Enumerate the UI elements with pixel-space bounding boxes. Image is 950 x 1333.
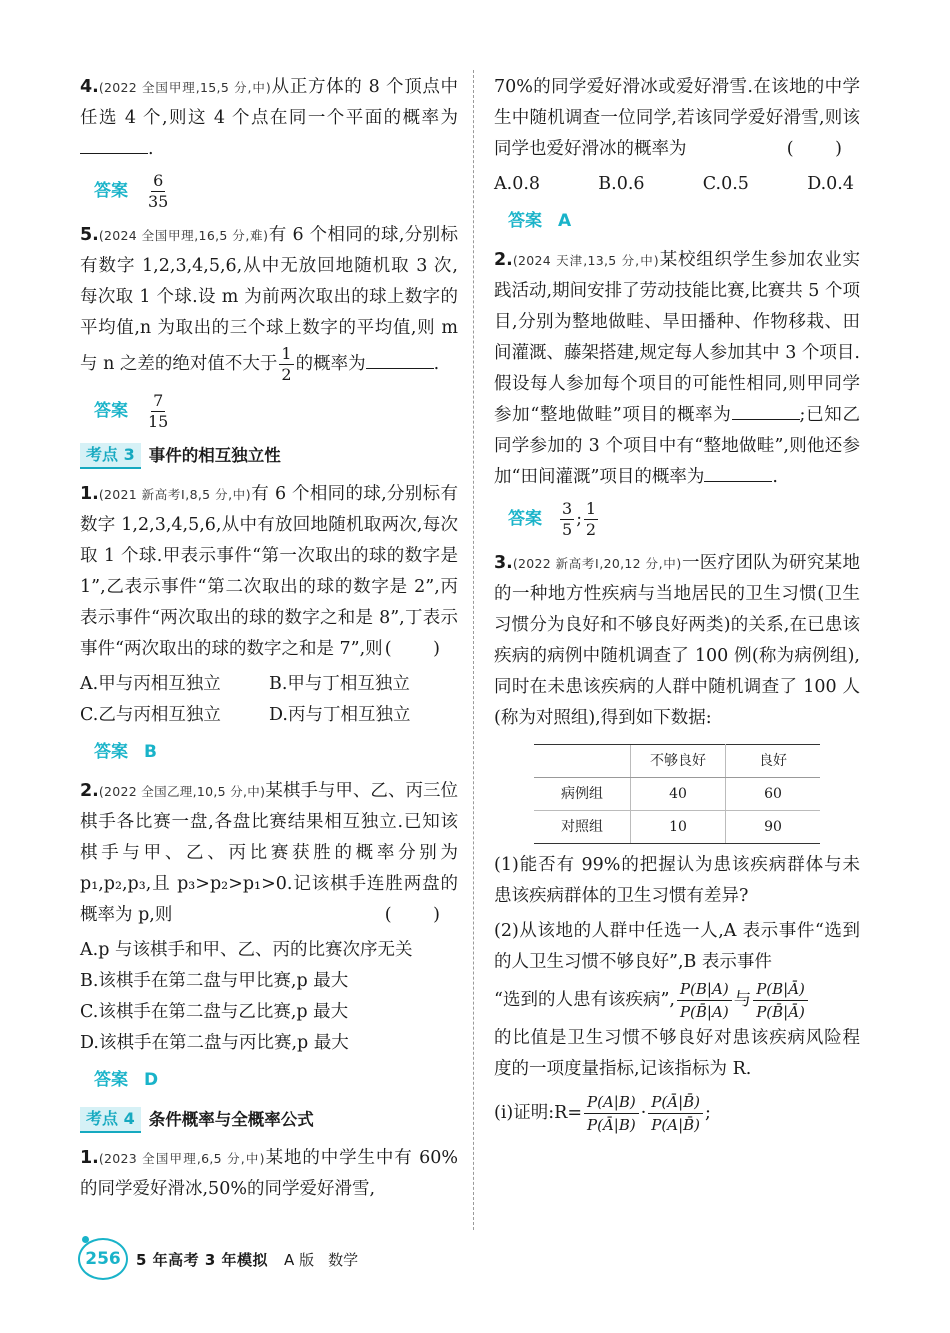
section4-problem-3 [494, 548, 860, 734]
table-cell: 10 [631, 811, 726, 844]
question-2-text-2: “选到的人患有该疾病”, [494, 990, 675, 1010]
section-4-header [80, 1104, 458, 1135]
table-header-row [534, 745, 820, 778]
problem-number: 1. [80, 484, 99, 504]
answer-fraction-1 [560, 499, 574, 540]
answer-separator: ; [576, 509, 582, 529]
options-row [494, 169, 860, 200]
half-fraction [279, 344, 293, 385]
ratio-fraction-1 [677, 978, 732, 1023]
answer-blank [80, 135, 148, 154]
options-row-2 [80, 700, 458, 731]
option-c: C.0.5 [702, 174, 749, 194]
table-cell: 对照组 [534, 811, 631, 844]
table-row [534, 778, 820, 811]
option-a: A.p 与该棋手和甲、乙、丙的比赛次序无关 [80, 940, 413, 960]
problem-text: 某地的中学生中有 60%的同学爱好滑冰,50%的同学爱好滑雪, [80, 1148, 458, 1199]
numerator: 3 [562, 499, 573, 518]
problem-text: 有 6 个相同的球,分别标有数字 1,2,3,4,5,6,从中无放回地随机取 3 次,每次取 1 个球.设 m 为前两次取出的球上数字的平均值,n 为取出的三个球上数字的平均值,则 m 与 n 之差的绝对值不大于 [80, 225, 458, 374]
denominator: 5 [562, 520, 573, 539]
answer-fraction [146, 391, 170, 432]
problem-text: 有 6 个相同的球,分别标有数字 1,2,3,4,5,6,从中有放回地随机取两次,每次取 1 个球.甲表示事件“第一次取出的球的数字是 1”,乙表示事件“第二次取出的球的数字是 2”,丙表示事件“两次取出的球的数字之和是 8”,丁表示事件“两次取出的球的数字之和是 7”,则 [80, 484, 458, 659]
answer-blank [366, 350, 434, 369]
proof-end: ; [705, 1103, 711, 1123]
problem-number: 2. [80, 781, 99, 801]
problem-text: 某棋手与甲、乙、丙三位棋手各比赛一盘,各盘比赛结果相互独立.已知该棋手与甲、乙、丙比赛获胜的概率分别为 p₁,p₂,p₃,且 p₃>p₂>p₁>0.记该棋手连胜两盘的概率为 p,则 [80, 781, 459, 925]
denominator: 15 [148, 412, 169, 431]
table-header: 不够良好 [631, 745, 726, 778]
option-d: D.该棋手在第二盘与丙比赛,p 最大 [80, 1033, 349, 1053]
numerator: 1 [585, 499, 597, 518]
question-2-text-3: 的比值是卫生习惯不够良好对患该疾病风险程度的一项度量指标,记该指标为 R. [494, 1028, 860, 1079]
numerator: P(B|A) [677, 978, 732, 1001]
problem-text-end: . [148, 139, 154, 159]
question-2-i [494, 1091, 860, 1136]
option-a: A.0.8 [494, 174, 541, 194]
table-header: 良好 [726, 745, 821, 778]
numerator: P(Ā|B̄) [648, 1091, 703, 1114]
page-footer [78, 1238, 358, 1280]
page-number-badge [78, 1238, 128, 1280]
problem-number: 5. [80, 225, 99, 245]
section4-problem-2 [494, 245, 860, 493]
table-cell: 病例组 [534, 778, 631, 811]
problem-source: (2022 全国乙理,10,5 分,中) [98, 784, 266, 799]
problem-text: 某校组织学生参加农业实践活动,期间安排了劳动技能比赛,比赛共 5 个项目,分别为整地做畦、旱田播种、作物移栽、田间灌溉、藤架搭建,规定每人参加其中 3 个项目.假设每人参加每个项目的可能性相同,则甲同学参加“整地做畦”项目的概率为 [494, 250, 860, 425]
choice-paren: ( ) [384, 905, 458, 925]
problem-text: 70%的同学爱好滑冰或爱好滑雪.在该地的中学生中随机调查一位同学,若该同学爱好滑雪,则该同学也爱好滑冰的概率为 [494, 77, 860, 159]
problem-5 [80, 220, 458, 385]
problem-text: 一医疗团队为研究某地的一种地方性疾病与当地居民的卫生习惯(卫生习惯分为良好和不够良好两类)的关系,在已患该疾病的病例中随机调查了 100 例(称为病例组),同时在未患该疾病的人群中随机调查了 100 人(称为对照组),得到如下数据: [494, 553, 860, 728]
numerator: 6 [153, 171, 164, 190]
answer-label: 答案 [94, 401, 128, 421]
answer-label: 答案 [508, 509, 542, 529]
table-cell: 60 [726, 778, 821, 811]
problem-text-2: 的概率为 [295, 354, 366, 374]
left-column [80, 72, 458, 1209]
section4-problem-1 [80, 1143, 458, 1205]
section-3-header [80, 440, 458, 471]
formula-fraction-2 [648, 1091, 703, 1136]
numerator: 7 [153, 391, 164, 410]
section3-problem-1 [80, 479, 458, 665]
problem-number: 2. [494, 250, 513, 270]
multiply-dot: · [640, 1103, 647, 1123]
numerator: 1 [281, 344, 292, 363]
column-divider [473, 70, 474, 1230]
option-b: B.0.6 [598, 174, 645, 194]
option-b: B.该棋手在第二盘与甲比赛,p 最大 [80, 971, 349, 991]
data-table [534, 744, 820, 844]
problem-source: (2023 全国甲理,6,5 分,中) [98, 1151, 265, 1166]
conjunction: 与 [733, 990, 752, 1010]
problem-4 [80, 72, 458, 165]
options-row-1 [80, 669, 458, 700]
book-title: 5 年高考 3 年模拟 [136, 1250, 269, 1269]
problem-text-2: ;已知乙同学参加的 3 个项目中有“整地做畦”,则他还参加“田间灌溉”项目的概率为 [494, 405, 860, 487]
section4-problem-1-continued [494, 72, 860, 165]
answer-p4 [94, 171, 458, 212]
denominator: P(A|B̄) [651, 1116, 701, 1134]
answer-label: 答案 [94, 1070, 128, 1090]
answer-value: A [558, 211, 572, 231]
answer-fraction [146, 171, 170, 212]
denominator: 2 [281, 365, 292, 384]
option-a: A.甲与丙相互独立 [80, 674, 221, 694]
table-row [534, 811, 820, 844]
problem-text-end: . [772, 467, 778, 487]
section-title: 事件的相互独立性 [148, 446, 281, 465]
answer-s4p1 [508, 206, 860, 237]
section-title: 条件概率与全概率公式 [148, 1110, 314, 1129]
book-edition: A 版 [284, 1250, 315, 1269]
answer-value: D [144, 1070, 159, 1090]
ratio-fraction-2 [753, 978, 808, 1023]
option-c: C.乙与丙相互独立 [80, 705, 221, 725]
problem-source: (2024 天津,13,5 分,中) [512, 253, 659, 268]
answer-p5 [94, 391, 458, 432]
table-cell: 90 [726, 811, 821, 844]
option-d: D.丙与丁相互独立 [269, 705, 411, 725]
book-subject: 数学 [328, 1250, 359, 1269]
right-column [494, 72, 860, 1140]
question-2-text: (2)从该地的人群中任选一人,A 表示事件“选到的人卫生习惯不够良好”,B 表示事件 [494, 921, 860, 972]
answer-label: 答案 [508, 211, 542, 231]
dot-icon [82, 1236, 89, 1243]
denominator: P(B̄|Ā) [756, 1003, 805, 1021]
problem-number: 4. [80, 77, 99, 97]
section-badge: 考点 4 [80, 1107, 141, 1133]
denominator: 35 [148, 192, 169, 211]
option-d: D.0.4 [807, 174, 854, 194]
problem-source: (2022 全国甲理,15,5 分,中) [98, 80, 272, 95]
table-header [534, 745, 631, 778]
choice-paren: ( ) [786, 139, 860, 159]
problem-source: (2022 新高考Ⅰ,20,12 分,中) [512, 556, 682, 571]
answer-blank [732, 401, 800, 420]
page-number: 256 [85, 1249, 121, 1269]
section3-problem-2 [80, 776, 458, 931]
question-1: (1)能否有 99%的把握认为患该疾病群体与未患该疾病群体的卫生习惯有差异? [494, 855, 860, 906]
formula-fraction-1 [584, 1091, 639, 1136]
proof-text: (ⅰ)证明:R= [494, 1103, 582, 1123]
problem-source: (2021 新高考Ⅰ,8,5 分,中) [98, 487, 251, 502]
problem-number: 1. [80, 1148, 99, 1168]
option-b: B.甲与丁相互独立 [269, 674, 410, 694]
table-cell: 40 [631, 778, 726, 811]
problem-text-end: . [433, 354, 440, 374]
problem-number: 3. [494, 553, 513, 573]
option-c: C.该棋手在第二盘与乙比赛,p 最大 [80, 1002, 349, 1022]
answer-fraction-2 [584, 499, 598, 540]
section-badge: 考点 3 [80, 443, 141, 469]
answer-s3p2 [94, 1065, 458, 1096]
problem-source: (2024 全国甲理,16,5 分,难) [98, 228, 269, 243]
numerator: P(A|B) [584, 1091, 639, 1114]
answer-blank [704, 463, 772, 482]
denominator: P(Ā|B) [587, 1116, 636, 1134]
problem-text: 从正方体的 8 个顶点中任选 4 个,则这 4 个点在同一个平面的概率为 [80, 77, 459, 128]
choice-paren: ( ) [384, 639, 458, 659]
answer-value: B [144, 742, 157, 762]
answer-label: 答案 [94, 181, 128, 201]
answer-label: 答案 [94, 742, 128, 762]
question-2 [494, 916, 860, 1085]
numerator: P(B|Ā) [753, 978, 808, 1001]
answer-s3p1 [94, 737, 458, 768]
denominator: P(B̄|A) [679, 1003, 729, 1021]
answer-s4p2 [508, 499, 860, 540]
denominator: 2 [585, 520, 597, 539]
